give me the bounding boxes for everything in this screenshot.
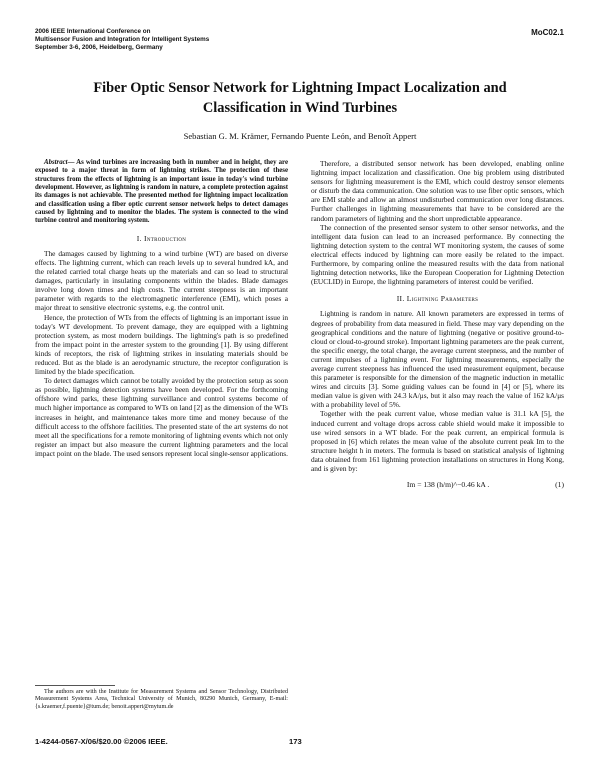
equation-number: (1) (555, 480, 564, 490)
section-heading (311, 294, 564, 303)
paragraph: The damages caused by lightning to a wind turbine (WT) are based on diverse effects. The lightning current, which can reach levels up to several hundred kA, and the related carried total charge heats up the materials and can so lead to structural damages, particularly in insulating components within the blades. Blade damages involve long down times and high costs. The current steepness is an important parameter with regards to the electromagnetic interference (EMI), which poses a major threat to sensitive electronic systems, e.g. the control unit. (35, 248, 288, 313)
section-number: I. (136, 233, 142, 243)
author-list: Sebastian G. M. Krämer, Fernando Puente León, and Benoît Appert (183, 131, 417, 141)
title-line-2: Classification in Wind Turbines (202, 100, 398, 116)
section-number: II. (396, 294, 405, 304)
abstract (35, 159, 288, 226)
paper-title (40, 78, 560, 118)
paragraph: Therefore, a distributed sensor network has been developed, enabling online lightning impact localization and classification. One big problem using distributed sensors for lightning measurement is the EMI, which could destroy sensor elements or disturb the data communication. One solution was to use fiber optic sensors, which are EMI stable and allow an almost undisturbed communication over long distances. Further challenges in lightning measurements that have to be considered are the random parameters of lightning and the short unpredictable appearance. (311, 159, 564, 223)
right-column (311, 159, 564, 489)
paragraph: Lightning is random in nature. All known parameters are expressed in terms of degrees of probability from data measured in field. These may vary depending on the geographical conditions and the nature of lightning (negative or positive ground-to-cloud or cloud-to-ground stroke). Important lightning parameters are the peak current, the specific energy, the total charge, the average current steepness, and the number of current impulses of a lightning event. For lightning measurements, especially the average current steepness has influenced the used measurement equipment, because this parameter is responsible for the dimension of the magnetic induction in metallic wires and circuits [3]. Some guiding values can be found in [4] or [5], where its median value is given with 24.3 kA/μs, but it also may reach the value of 162 kA/μs with a probability level of 5%. (311, 309, 564, 410)
conference-header (35, 28, 315, 53)
footnote-text: The authors are with the Institute for Measurement Systems and Sensor Technology, Distributed Measurement Systems Area, Technical University of Munich, 80290 Munich, Germany, E-mail: {s.kraemer,f.puente}@tum.de; benoit.appert@mytum.de (35, 689, 288, 710)
section-title: Lightning Parameters (406, 294, 479, 304)
footnote-divider (35, 685, 115, 686)
abstract-text: — As wind turbines are increasing both in number and in height, they are exposed to a major threat in form of lightning strikes. The protection of these structures from the effects of lightning is an important issue in today's wind turbine development. However, as lightning is random in nature, a complete protection against its damages is not achievable. The presented method for lightning impact localization and classification using a fiber optic current sensor network helps to detect damages caused by lightning and to monitor the blades. The system is connected to the wind turbine control and monitoring system. (35, 159, 288, 225)
paragraph: To detect damages which cannot be totally avoided by the protection setup as soon as possible, lightning detection systems have been developed. For the forthcoming offshore wind parks, these lightning surveillance and control systems become of much higher importance as compared to WTs on land [2] as the dimension of the WTs increases in height, and maintenance takes more time and money because of the difficult access to the offshore facilities. The presented state of the art systems do not meet all the specifications for a remote monitoring of lightning events which not only register an impact but also measure the current lightning parameters and the local impact point on the blade. The used sensors represent local single-sensor applications. (35, 376, 289, 458)
conference-line: Multisensor Fusion and Integration for Intelligent Systems (35, 36, 210, 44)
left-column (35, 159, 288, 458)
paragraph: Hence, the protection of WTs from the effects of lightning is an important issue in today's WT development. To prevent damage, they are equipped with a lightning protection system, as most modern buildings. The lightning's path is so predefined from the impact point in the arrester system to the grounding [1]. By using different kinds of receptors, the risk of lightning strikes in insulating materials should be reduced. But as the blade is an aerodynamic structure, the receptor configuration is limited by the blade specification. (35, 312, 288, 377)
session-code: MoC02.1 (531, 28, 564, 37)
equation (311, 480, 564, 489)
section-title: Introduction (143, 233, 187, 243)
paragraph: Together with the peak current value, whose median value is 31.1 kA [5], the induced current and voltage drops across cable shield would make it impossible to use wired sensors in a WT blade. For the peak current, an empirical formula is proposed in [6] which relates the mean value of the absolute current peak Im to the structure height h in meters. The formula is based on statistical analysis of lightning data obtained from 161 lightning protection installations on structures in Hong Kong, and is given by: (311, 409, 564, 473)
isbn-footer: 1-4244-0567-X/06/$20.00 ©2006 IEEE. (35, 737, 168, 746)
section-heading (35, 234, 288, 243)
abstract-label: Abstract (44, 159, 68, 166)
paragraph: The connection of the presented sensor system to other sensor networks, and the intelligent data fusion can lead to an increased performance. By connecting the lightning detection system to the central WT monitoring system, the causes of some electrical effects induced by lightning can more easily be related to the impact. Furthermore, by comparing online the measured results with the data from national lightning detection networks, like the European Cooperation for Lightning Detection (EUCLID) in Europe, the lightning parameters of interest could be verified. (311, 222, 564, 287)
equation-expression: Im = 138 (h/m)^−0.46 kA . (406, 480, 490, 490)
conference-line: 2006 IEEE International Conference on (35, 28, 151, 35)
title-line-1: Fiber Optic Sensor Network for Lightning Impact Localization and (93, 80, 507, 96)
conference-line: September 3-6, 2006, Heidelberg, Germany (35, 44, 163, 52)
footnote (35, 689, 288, 711)
page-number: 173 (289, 737, 302, 746)
